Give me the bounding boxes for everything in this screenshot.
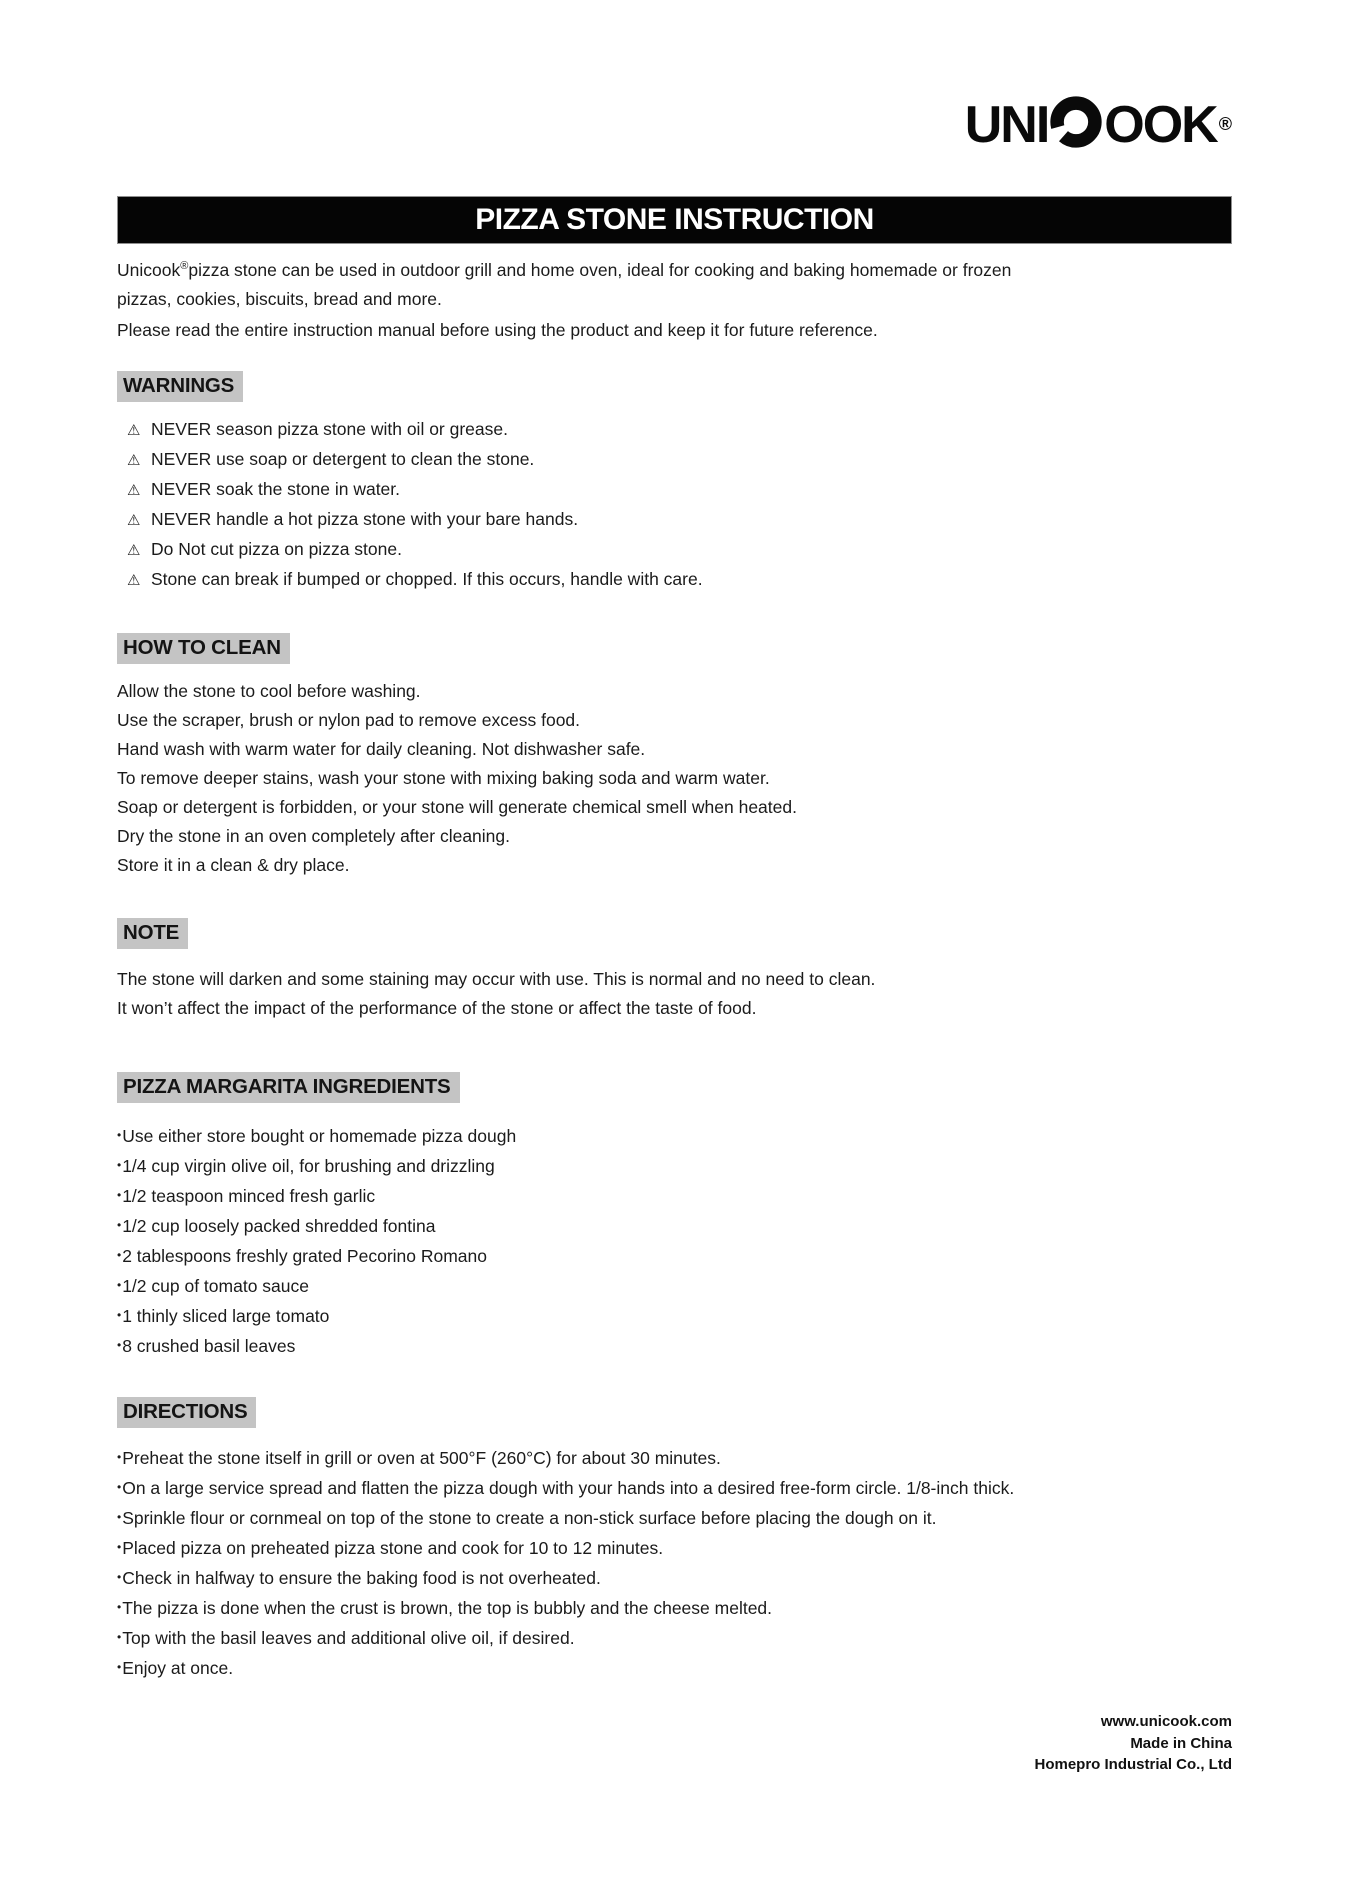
bullet-icon: • <box>117 1480 122 1494</box>
ingredients-heading: PIZZA MARGARITA INGREDIENTS <box>117 1072 460 1103</box>
direction-text: Sprinkle flour or cornmeal on top of the stone to create a non-stick surface before placing the dough on it. <box>122 1508 937 1528</box>
ingredient-text: Use either store bought or homemade pizza dough <box>122 1126 517 1146</box>
warning-item <box>117 445 1232 475</box>
page-title: PIZZA STONE INSTRUCTION <box>475 203 874 236</box>
page-content <box>117 96 1232 1776</box>
bullet-icon: • <box>117 1188 122 1202</box>
ingredient-item <box>117 1151 1232 1181</box>
ingredient-item <box>117 1211 1232 1241</box>
clean-instruction-line: Soap or detergent is forbidden, or your stone will generate chemical smell when heated. <box>117 797 797 817</box>
direction-step <box>117 1503 1232 1533</box>
clean-instruction-line: Store it in a clean & dry place. <box>117 855 350 875</box>
clean-instruction-line: Use the scraper, brush or nylon pad to remove excess food. <box>117 710 581 730</box>
unicook-logo <box>965 96 1232 154</box>
read-manual-note: Please read the entire instruction manual before using the product and keep it for future reference. <box>117 320 878 340</box>
direction-step <box>117 1623 1232 1653</box>
direction-text: Placed pizza on preheated pizza stone and cook for 10 to 12 minutes. <box>122 1538 664 1558</box>
intro-line-1 <box>117 256 1232 285</box>
clean-instruction-line: Hand wash with warm water for daily cleaning. Not dishwasher safe. <box>117 739 646 759</box>
warning-triangle-icon: ⚠︎ <box>127 542 141 559</box>
logo-text-uni: UNI <box>964 96 1049 154</box>
section-warnings <box>117 371 1232 595</box>
warning-item <box>117 505 1232 535</box>
ingredient-item <box>117 1241 1232 1271</box>
bullet-icon: • <box>117 1278 122 1292</box>
bullet-icon: • <box>117 1570 122 1584</box>
ingredient-text: 2 tablespoons freshly grated Pecorino Romano <box>122 1246 488 1266</box>
warning-text: NEVER handle a hot pizza stone with your bare hands. <box>151 509 579 529</box>
warning-text: NEVER season pizza stone with oil or grease. <box>151 419 508 439</box>
warning-text: Do Not cut pizza on pizza stone. <box>151 539 402 559</box>
note-heading: NOTE <box>117 918 188 949</box>
bullet-icon: • <box>117 1600 122 1614</box>
ingredient-text: 1/4 cup virgin olive oil, for brushing and drizzling <box>122 1156 495 1176</box>
bullet-icon: • <box>117 1338 122 1352</box>
warning-item <box>117 415 1232 445</box>
warning-triangle-icon: ⚠︎ <box>127 422 141 439</box>
footer-website: www.unicook.com <box>1100 1713 1232 1730</box>
warnings-heading: WARNINGS <box>117 371 243 402</box>
bullet-icon: • <box>117 1248 122 1262</box>
registered-trademark-icon: ® <box>1218 114 1232 134</box>
bullet-icon: • <box>117 1540 122 1554</box>
ingredient-item <box>117 1331 1232 1361</box>
direction-text: Check in halfway to ensure the baking food is not overheated. <box>122 1568 601 1588</box>
note-line: The stone will darken and some staining may occur with use. This is normal and no need to clean. <box>117 969 876 989</box>
section-how-to-clean <box>117 633 1232 880</box>
bullet-icon: • <box>117 1308 122 1322</box>
direction-step <box>117 1473 1232 1503</box>
note-list <box>117 965 1232 1023</box>
ingredient-item <box>117 1301 1232 1331</box>
bullet-icon: • <box>117 1510 122 1524</box>
bullet-icon: • <box>117 1450 122 1464</box>
warning-text: Stone can break if bumped or chopped. If this occurs, handle with care. <box>151 569 703 589</box>
direction-text: Enjoy at once. <box>122 1658 234 1678</box>
intro-line-2: pizzas, cookies, biscuits, bread and more. <box>117 289 442 309</box>
warning-triangle-icon: ⚠︎ <box>127 572 141 589</box>
brand-name: Unicook <box>117 260 181 280</box>
ingredient-text: 1/2 cup of tomato sauce <box>122 1276 309 1296</box>
footer-origin: Made in China <box>1130 1734 1232 1752</box>
direction-text: Top with the basil leaves and additional olive oil, if desired. <box>122 1628 575 1648</box>
clean-instruction-line: To remove deeper stains, wash your stone with mixing baking soda and warm water. <box>117 768 770 788</box>
bullet-icon: • <box>117 1128 122 1142</box>
warning-item <box>117 535 1232 565</box>
warning-text: NEVER use soap or detergent to clean the stone. <box>151 449 535 469</box>
warning-triangle-icon: ⚠︎ <box>127 452 141 469</box>
clean-instruction-line: Dry the stone in an oven completely after cleaning. <box>117 826 510 846</box>
direction-text: The pizza is done when the crust is brown, the top is bubbly and the cheese melted. <box>122 1598 773 1618</box>
warning-item <box>117 475 1232 505</box>
warning-text: NEVER soak the stone in water. <box>151 479 401 499</box>
direction-step <box>117 1533 1232 1563</box>
directions-heading: DIRECTIONS <box>117 1397 256 1428</box>
registered-trademark-icon: ® <box>180 260 189 273</box>
bullet-icon: • <box>117 1218 122 1232</box>
bullet-icon: • <box>117 1630 122 1644</box>
warnings-list <box>117 415 1232 595</box>
logo-text-ook: OOK <box>1104 96 1217 154</box>
direction-step <box>117 1443 1232 1473</box>
clean-instruction-line: Allow the stone to cool before washing. <box>117 681 421 701</box>
ingredient-text: 1/2 cup loosely packed shredded fontina <box>122 1216 436 1236</box>
warning-triangle-icon: ⚠︎ <box>127 482 141 499</box>
ingredient-text: 8 crushed basil leaves <box>122 1336 296 1356</box>
note-line: It won’t affect the impact of the performance of the stone or affect the taste of food. <box>117 998 757 1018</box>
warning-item <box>117 565 1232 595</box>
warning-triangle-icon: ⚠︎ <box>127 512 141 529</box>
ingredient-item <box>117 1271 1232 1301</box>
ingredient-text: 1/2 teaspoon minced fresh garlic <box>122 1186 376 1206</box>
section-note <box>117 918 1232 1023</box>
ingredient-item <box>117 1121 1232 1151</box>
ingredients-list <box>117 1121 1232 1361</box>
ingredient-text: 1 thinly sliced large tomato <box>122 1306 330 1326</box>
intro-paragraph <box>117 256 1232 314</box>
section-ingredients <box>117 1072 1232 1361</box>
title-bar <box>117 196 1232 244</box>
how-to-clean-list <box>117 677 1232 880</box>
how-to-clean-heading: HOW TO CLEAN <box>117 633 290 664</box>
intro-line-1-text: pizza stone can be used in outdoor grill and home oven, ideal for cooking and baking homemade or frozen <box>188 260 1012 280</box>
bullet-icon: • <box>117 1158 122 1172</box>
section-directions <box>117 1397 1232 1683</box>
ingredient-item <box>117 1181 1232 1211</box>
circle-c-icon <box>1049 95 1103 160</box>
direction-step <box>117 1563 1232 1593</box>
direction-text: Preheat the stone itself in grill or oven at 500°F (260°C) for about 30 minutes. <box>122 1448 721 1468</box>
footer <box>117 1711 1232 1776</box>
directions-list <box>117 1443 1232 1683</box>
logo-row <box>117 96 1232 154</box>
direction-step <box>117 1593 1232 1623</box>
direction-step <box>117 1653 1232 1683</box>
direction-text: On a large service spread and flatten the pizza dough with your hands into a desired free-form circle. 1/8-inch thick. <box>122 1478 1015 1498</box>
bullet-icon: • <box>117 1660 122 1674</box>
footer-company: Homepro Industrial Co., Ltd <box>1034 1756 1232 1773</box>
